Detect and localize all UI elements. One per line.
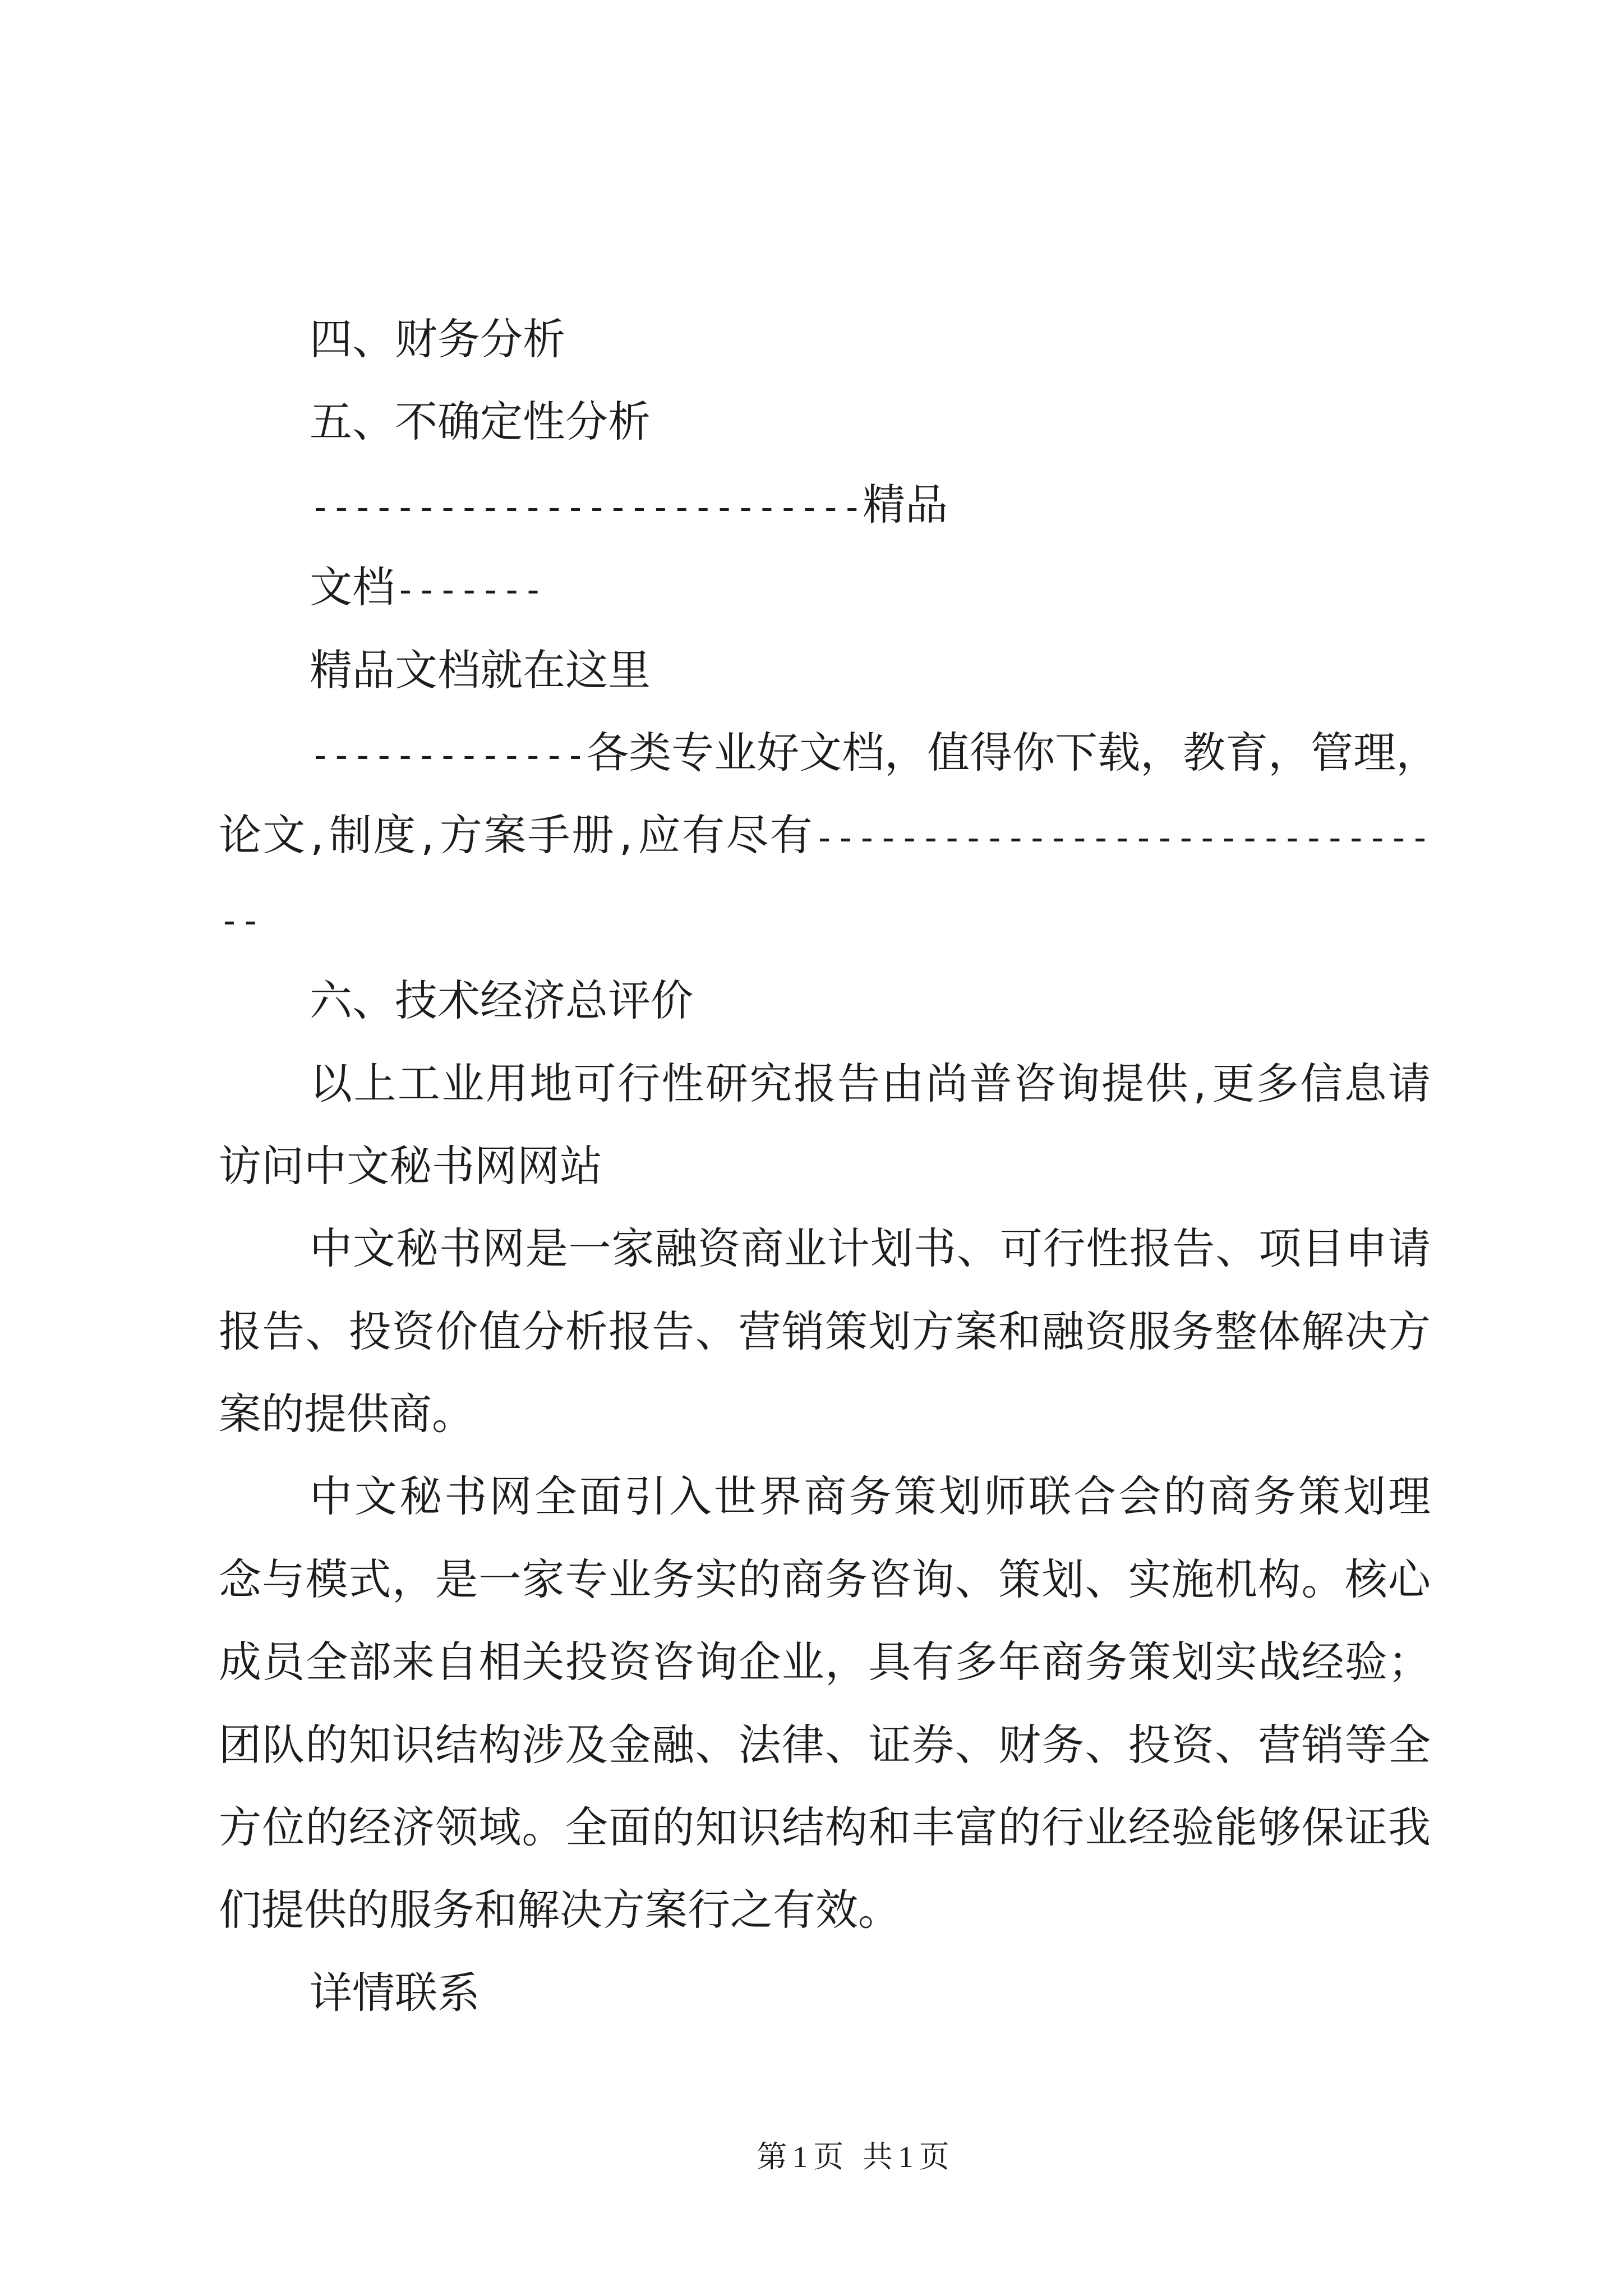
promo-tagline: 精品文档就在这里	[310, 645, 651, 695]
paragraph	[219, 1455, 1431, 1951]
promo-divider-line: 文档-------	[310, 562, 544, 613]
promo-divider-line: --------------------------精品	[310, 479, 948, 530]
paragraph	[219, 629, 1431, 711]
page-number-footer: 第1页 共1页	[757, 2140, 955, 2174]
paragraph	[219, 380, 1431, 463]
promo-banner	[219, 711, 1439, 959]
paragraph-line: 中文秘书网全面引入世界商务策划师联合会的商务策划理	[310, 1471, 1431, 1522]
paragraph-line: 团队的知识结构涉及金融、法律、证券、财务、投资、营销等全	[219, 1719, 1431, 1770]
promo-banner-line: --	[219, 900, 261, 941]
paragraph-line: 方位的经济领域。全面的知识结构和丰富的行业经验能够保证我	[219, 1802, 1431, 1853]
paragraph-line: 中文秘书网是一家融资商业计划书、可行性报告、项目申请	[310, 1223, 1431, 1274]
promo-banner-line: 论文,制度,方案手册,应有尽有-----------------------------	[219, 810, 1431, 861]
paragraph	[219, 1207, 1431, 1455]
promo-banner-line: -------------各类专业好文档，值得你下载，教育，管理，	[310, 727, 1439, 777]
paragraph-line: 报告、投资价值分析报告、营销策划方案和融资服务整体解决方	[219, 1306, 1431, 1356]
paragraph	[219, 463, 1431, 546]
paragraph-line: 成员全部来自相关投资咨询企业，具有多年商务策划实战经验；	[219, 1637, 1431, 1687]
heading-financial-analysis: 四、财务分析	[310, 314, 565, 364]
paragraph-line: 访问中文秘书网网站	[219, 1140, 602, 1191]
paragraph	[219, 298, 1431, 380]
document-body	[219, 298, 1439, 2034]
paragraph-line: 念与模式，是一家专业务实的商务咨询、策划、实施机构。核心	[219, 1554, 1431, 1604]
heading-uncertainty-analysis: 五、不确定性分析	[310, 397, 651, 447]
heading-technical-economic-evaluation: 六、技术经济总评价	[310, 976, 693, 1026]
paragraph-line: 案的提供商。	[219, 1389, 474, 1439]
paragraph	[219, 1042, 1431, 1208]
paragraph-line: 们提供的服务和解决方案行之有效。	[219, 1885, 901, 1935]
paragraph	[219, 959, 1431, 1042]
paragraph-line: 以上工业用地可行性研究报告由尚普咨询提供,更多信息请	[310, 1058, 1431, 1108]
contact-heading: 详情联系	[310, 1967, 480, 2018]
paragraph	[219, 1952, 1431, 2034]
paragraph	[219, 546, 1431, 628]
